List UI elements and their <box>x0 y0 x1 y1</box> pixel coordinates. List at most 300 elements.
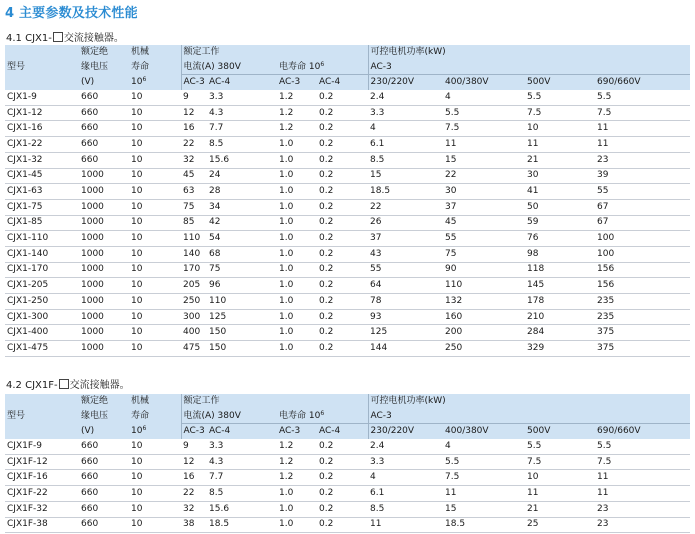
col-elec-ac4: AC-4 <box>319 426 341 437</box>
table-row <box>5 294 690 310</box>
cell-power-230v: 78 <box>368 294 443 310</box>
cell-power-400v: 22 <box>443 168 525 184</box>
cell-insulation-voltage: 1000 <box>79 325 129 341</box>
col-ac4: AC-4 <box>209 426 231 437</box>
col-500v: 500V <box>527 426 551 437</box>
cell-power-690v: 11 <box>595 121 690 137</box>
cell-model: CJX1-12 <box>5 105 79 121</box>
cell-insulation-voltage: 1000 <box>79 199 129 215</box>
cell-mech-life: 10 <box>129 309 181 325</box>
cell-power-400v: 7.5 <box>443 470 525 486</box>
cell-power-230v: 15 <box>368 168 443 184</box>
col-ac3: AC-3 <box>181 75 207 90</box>
cell-power-400v: 4 <box>443 439 525 454</box>
col-230v: 230/220V <box>368 424 443 439</box>
parameters-table-2 <box>5 394 690 533</box>
table-row <box>5 470 690 486</box>
cell-power-230v: 64 <box>368 278 443 294</box>
cell-power-230v: 2.4 <box>368 439 443 454</box>
cell-model: CJX1-140 <box>5 246 79 262</box>
cell-elec-life-ac3: 1.0 <box>277 486 317 502</box>
insulation-header-2: 缘电压 <box>81 410 109 421</box>
cell-elec-life-ac4: 0.2 <box>317 501 368 517</box>
cell-power-500v: 11 <box>525 486 595 502</box>
cell-elec-life-ac4: 0.2 <box>317 137 368 153</box>
cell-power-690v: 100 <box>595 246 690 262</box>
cell-elec-life-ac3: 1.0 <box>277 246 317 262</box>
mech-life-header-2: 寿命 <box>131 61 150 72</box>
cell-mech-life: 10 <box>129 105 181 121</box>
cell-model: CJX1-45 <box>5 168 79 184</box>
cell-model: CJX1F-22 <box>5 486 79 502</box>
cell-power-690v: 156 <box>595 278 690 294</box>
cell-current-ac4: 34 <box>207 199 277 215</box>
cell-power-500v: 210 <box>525 309 595 325</box>
cell-power-230v: 3.3 <box>368 105 443 121</box>
cell-power-500v: 118 <box>525 262 595 278</box>
cell-model: CJX1F-12 <box>5 454 79 470</box>
cell-power-690v: 11 <box>595 486 690 502</box>
cell-insulation-voltage: 660 <box>79 137 129 153</box>
cell-power-230v: 43 <box>368 246 443 262</box>
cell-current-ac3: 9 <box>181 90 207 105</box>
table-row <box>5 246 690 262</box>
cell-power-500v: 30 <box>525 168 595 184</box>
cell-current-ac4: 110 <box>207 294 277 310</box>
cell-mech-life: 10 <box>129 168 181 184</box>
cell-elec-life-ac4: 0.2 <box>317 439 368 454</box>
insulation-unit: (V) <box>81 425 95 436</box>
insulation-unit: (V) <box>81 76 95 87</box>
cell-power-690v: 39 <box>595 168 690 184</box>
cell-elec-life-ac4: 0.2 <box>317 486 368 502</box>
cell-current-ac3: 85 <box>181 215 207 231</box>
cell-insulation-voltage: 660 <box>79 152 129 168</box>
cell-power-400v: 90 <box>443 262 525 278</box>
cell-elec-life-ac4: 0.2 <box>317 294 368 310</box>
cell-power-500v: 50 <box>525 199 595 215</box>
parameters-table-1 <box>5 45 690 357</box>
cell-power-230v: 2.4 <box>368 90 443 105</box>
cell-power-500v: 21 <box>525 501 595 517</box>
col-690v: 690/660V <box>597 77 641 88</box>
cell-power-500v: 11 <box>525 137 595 153</box>
cell-mech-life: 10 <box>129 152 181 168</box>
cell-power-400v: 132 <box>443 294 525 310</box>
cell-elec-life-ac3: 1.2 <box>277 121 317 137</box>
col-400v: 400/380V <box>445 426 489 437</box>
table-row <box>5 137 690 153</box>
section-1-title-prefix: 4.1 CJX1- <box>6 33 52 44</box>
cell-power-400v: 30 <box>443 184 525 200</box>
cell-elec-life-ac4: 0.2 <box>317 152 368 168</box>
table-row <box>5 90 690 105</box>
table-row <box>5 439 690 454</box>
placeholder-box-icon <box>59 379 69 389</box>
cell-power-230v: 8.5 <box>368 152 443 168</box>
cell-current-ac3: 16 <box>181 121 207 137</box>
cell-power-690v: 235 <box>595 309 690 325</box>
elec-life-exponent: 6 <box>320 60 325 68</box>
rated-work-header: 额定工作 <box>181 394 368 409</box>
col-ac3: AC-3 <box>181 424 207 439</box>
insulation-header: 额定绝 <box>81 395 109 406</box>
table-2-body <box>5 439 690 533</box>
cell-current-ac4: 150 <box>207 341 277 357</box>
cell-current-ac3: 170 <box>181 262 207 278</box>
cell-elec-life-ac3: 1.2 <box>277 439 317 454</box>
cell-insulation-voltage: 1000 <box>79 215 129 231</box>
cell-power-690v: 23 <box>595 517 690 533</box>
cell-mech-life: 10 <box>129 121 181 137</box>
ac3-header: AC-3 <box>368 409 690 424</box>
cell-power-230v: 11 <box>368 517 443 533</box>
table-1-body <box>5 90 690 356</box>
cell-power-500v: 10 <box>525 121 595 137</box>
cell-insulation-voltage: 660 <box>79 439 129 454</box>
cell-power-690v: 235 <box>595 294 690 310</box>
cell-elec-life-ac3: 1.0 <box>277 294 317 310</box>
cell-power-230v: 125 <box>368 325 443 341</box>
cell-mech-life: 10 <box>129 90 181 105</box>
cell-current-ac3: 12 <box>181 105 207 121</box>
cell-mech-life: 10 <box>129 184 181 200</box>
cell-current-ac4: 7.7 <box>207 470 277 486</box>
rated-work-header: 额定工作 <box>181 45 368 60</box>
section-1-title-suffix: 交流接触器。 <box>63 33 124 44</box>
cell-current-ac3: 22 <box>181 486 207 502</box>
elec-life-label: 电寿命 10 <box>279 410 321 421</box>
cell-current-ac3: 9 <box>181 439 207 454</box>
power-header: 可控电机功率(kW) <box>368 394 690 409</box>
cell-power-500v: 5.5 <box>525 439 595 454</box>
cell-insulation-voltage: 660 <box>79 486 129 502</box>
cell-model: CJX1-32 <box>5 152 79 168</box>
cell-elec-life-ac4: 0.2 <box>317 325 368 341</box>
cell-elec-life-ac4: 0.2 <box>317 199 368 215</box>
mech-life-base: 10 <box>131 76 143 87</box>
cell-current-ac3: 140 <box>181 246 207 262</box>
cell-model: CJX1-9 <box>5 90 79 105</box>
mech-life-exponent: 6 <box>142 75 147 83</box>
cell-current-ac4: 8.5 <box>207 486 277 502</box>
cell-mech-life: 10 <box>129 439 181 454</box>
cell-power-690v: 7.5 <box>595 105 690 121</box>
elec-life-label: 电寿命 10 <box>279 61 321 72</box>
cell-elec-life-ac4: 0.2 <box>317 278 368 294</box>
cell-power-230v: 26 <box>368 215 443 231</box>
cell-power-400v: 5.5 <box>443 454 525 470</box>
cell-insulation-voltage: 660 <box>79 470 129 486</box>
cell-elec-life-ac4: 0.2 <box>317 246 368 262</box>
cell-elec-life-ac3: 1.2 <box>277 105 317 121</box>
cell-power-230v: 8.5 <box>368 501 443 517</box>
mech-life-unit <box>129 75 181 90</box>
cell-power-230v: 144 <box>368 341 443 357</box>
cell-insulation-voltage: 660 <box>79 121 129 137</box>
cell-power-400v: 11 <box>443 137 525 153</box>
table-row <box>5 501 690 517</box>
cell-power-400v: 4 <box>443 90 525 105</box>
cell-power-500v: 10 <box>525 470 595 486</box>
cell-power-230v: 22 <box>368 199 443 215</box>
mech-life-header: 机械 <box>131 46 150 57</box>
cell-elec-life-ac3: 1.0 <box>277 184 317 200</box>
cell-power-500v: 7.5 <box>525 454 595 470</box>
cell-mech-life: 10 <box>129 294 181 310</box>
table-row <box>5 184 690 200</box>
cell-power-400v: 45 <box>443 215 525 231</box>
cell-model: CJX1-63 <box>5 184 79 200</box>
cell-model: CJX1F-16 <box>5 470 79 486</box>
table-row <box>5 231 690 247</box>
cell-current-ac3: 38 <box>181 517 207 533</box>
cell-current-ac3: 22 <box>181 137 207 153</box>
col-230v: 230/220V <box>368 75 443 90</box>
cell-elec-life-ac3: 1.0 <box>277 168 317 184</box>
cell-model: CJX1-110 <box>5 231 79 247</box>
cell-power-230v: 6.1 <box>368 137 443 153</box>
table-row <box>5 325 690 341</box>
current-header: 电流(A) 380V <box>181 409 277 424</box>
cell-insulation-voltage: 1000 <box>79 184 129 200</box>
cell-power-400v: 15 <box>443 501 525 517</box>
cell-elec-life-ac4: 0.2 <box>317 470 368 486</box>
cell-model: CJX1-400 <box>5 325 79 341</box>
cell-power-400v: 18.5 <box>443 517 525 533</box>
elec-life-header <box>277 60 368 75</box>
table-row <box>5 454 690 470</box>
section-2-title-prefix: 4.2 CJX1F- <box>6 380 58 391</box>
cell-current-ac4: 7.7 <box>207 121 277 137</box>
cell-power-400v: 15 <box>443 152 525 168</box>
ac3-header: AC-3 <box>368 60 690 75</box>
cell-mech-life: 10 <box>129 486 181 502</box>
cell-power-500v: 178 <box>525 294 595 310</box>
cell-current-ac3: 110 <box>181 231 207 247</box>
cell-power-230v: 37 <box>368 231 443 247</box>
cell-power-230v: 55 <box>368 262 443 278</box>
cell-insulation-voltage: 1000 <box>79 231 129 247</box>
cell-model: CJX1-85 <box>5 215 79 231</box>
cell-current-ac3: 32 <box>181 152 207 168</box>
cell-insulation-voltage: 1000 <box>79 246 129 262</box>
cell-current-ac4: 3.3 <box>207 439 277 454</box>
cell-power-690v: 156 <box>595 262 690 278</box>
cell-power-230v: 93 <box>368 309 443 325</box>
cell-power-500v: 329 <box>525 341 595 357</box>
cell-current-ac4: 4.3 <box>207 105 277 121</box>
cell-power-400v: 110 <box>443 278 525 294</box>
cell-elec-life-ac3: 1.2 <box>277 90 317 105</box>
cell-elec-life-ac3: 1.0 <box>277 278 317 294</box>
cell-insulation-voltage: 660 <box>79 105 129 121</box>
cell-current-ac4: 54 <box>207 231 277 247</box>
section-1-title <box>6 29 124 44</box>
cell-current-ac4: 68 <box>207 246 277 262</box>
cell-elec-life-ac3: 1.0 <box>277 341 317 357</box>
cell-mech-life: 10 <box>129 341 181 357</box>
table-row <box>5 309 690 325</box>
cell-insulation-voltage: 660 <box>79 454 129 470</box>
cell-insulation-voltage: 1000 <box>79 278 129 294</box>
cell-elec-life-ac4: 0.2 <box>317 231 368 247</box>
header-row-1 <box>5 394 690 409</box>
cell-mech-life: 10 <box>129 215 181 231</box>
table-row <box>5 262 690 278</box>
table-row <box>5 168 690 184</box>
cell-power-400v: 5.5 <box>443 105 525 121</box>
cell-power-230v: 3.3 <box>368 454 443 470</box>
cell-elec-life-ac4: 0.2 <box>317 90 368 105</box>
cell-power-690v: 375 <box>595 341 690 357</box>
cell-elec-life-ac4: 0.2 <box>317 341 368 357</box>
header-row-2 <box>5 409 690 424</box>
cell-power-500v: 98 <box>525 246 595 262</box>
cell-current-ac4: 42 <box>207 215 277 231</box>
cell-current-ac3: 63 <box>181 184 207 200</box>
cell-elec-life-ac4: 0.2 <box>317 309 368 325</box>
cell-power-500v: 25 <box>525 517 595 533</box>
header-row-3 <box>5 424 690 439</box>
col-690v: 690/660V <box>597 426 641 437</box>
cell-elec-life-ac3: 1.0 <box>277 262 317 278</box>
col-500v: 500V <box>527 77 551 88</box>
cell-power-690v: 67 <box>595 199 690 215</box>
cell-power-690v: 375 <box>595 325 690 341</box>
table-row <box>5 105 690 121</box>
cell-power-500v: 59 <box>525 215 595 231</box>
cell-power-500v: 284 <box>525 325 595 341</box>
cell-elec-life-ac3: 1.0 <box>277 152 317 168</box>
cell-current-ac4: 150 <box>207 325 277 341</box>
cell-elec-life-ac3: 1.0 <box>277 231 317 247</box>
cell-power-400v: 7.5 <box>443 121 525 137</box>
cell-power-690v: 23 <box>595 501 690 517</box>
col-ac4: AC-4 <box>209 77 231 88</box>
col-400v: 400/380V <box>445 77 489 88</box>
cell-power-500v: 5.5 <box>525 90 595 105</box>
cell-elec-life-ac3: 1.2 <box>277 470 317 486</box>
section-2-title <box>6 376 130 391</box>
model-header: 型号 <box>7 61 26 72</box>
cell-current-ac3: 75 <box>181 199 207 215</box>
cell-insulation-voltage: 1000 <box>79 309 129 325</box>
cell-mech-life: 10 <box>129 278 181 294</box>
cell-elec-life-ac3: 1.0 <box>277 137 317 153</box>
elec-life-header <box>277 409 368 424</box>
cell-power-690v: 5.5 <box>595 90 690 105</box>
cell-power-400v: 160 <box>443 309 525 325</box>
cell-power-400v: 200 <box>443 325 525 341</box>
cell-elec-life-ac3: 1.0 <box>277 501 317 517</box>
cell-model: CJX1F-38 <box>5 517 79 533</box>
current-header: 电流(A) 380V <box>181 60 277 75</box>
model-header: 型号 <box>7 410 26 421</box>
cell-elec-life-ac4: 0.2 <box>317 168 368 184</box>
cell-mech-life: 10 <box>129 517 181 533</box>
cell-mech-life: 10 <box>129 137 181 153</box>
insulation-header: 额定绝 <box>81 46 109 57</box>
cell-elec-life-ac4: 0.2 <box>317 454 368 470</box>
cell-power-400v: 75 <box>443 246 525 262</box>
mech-life-header-2: 寿命 <box>131 410 150 421</box>
cell-current-ac4: 3.3 <box>207 90 277 105</box>
cell-current-ac3: 250 <box>181 294 207 310</box>
cell-current-ac4: 75 <box>207 262 277 278</box>
cell-elec-life-ac3: 1.0 <box>277 309 317 325</box>
cell-mech-life: 10 <box>129 454 181 470</box>
cell-current-ac4: 28 <box>207 184 277 200</box>
cell-power-690v: 11 <box>595 137 690 153</box>
cell-power-690v: 7.5 <box>595 454 690 470</box>
mech-life-base: 10 <box>131 425 143 436</box>
cell-mech-life: 10 <box>129 199 181 215</box>
cell-power-690v: 67 <box>595 215 690 231</box>
cell-power-230v: 6.1 <box>368 486 443 502</box>
cell-power-690v: 100 <box>595 231 690 247</box>
cell-power-690v: 23 <box>595 152 690 168</box>
cell-power-400v: 11 <box>443 486 525 502</box>
cell-elec-life-ac4: 0.2 <box>317 105 368 121</box>
cell-power-230v: 18.5 <box>368 184 443 200</box>
cell-model: CJX1-170 <box>5 262 79 278</box>
cell-current-ac3: 475 <box>181 341 207 357</box>
cell-current-ac3: 300 <box>181 309 207 325</box>
cell-mech-life: 10 <box>129 231 181 247</box>
cell-elec-life-ac4: 0.2 <box>317 184 368 200</box>
cell-mech-life: 10 <box>129 262 181 278</box>
cell-elec-life-ac4: 0.2 <box>317 215 368 231</box>
cell-insulation-voltage: 1000 <box>79 294 129 310</box>
cell-power-400v: 37 <box>443 199 525 215</box>
cell-model: CJX1F-32 <box>5 501 79 517</box>
col-elec-ac4: AC-4 <box>319 77 341 88</box>
cell-insulation-voltage: 1000 <box>79 341 129 357</box>
cell-power-690v: 5.5 <box>595 439 690 454</box>
table-row <box>5 486 690 502</box>
cell-current-ac4: 8.5 <box>207 137 277 153</box>
cell-model: CJX1-475 <box>5 341 79 357</box>
cell-power-500v: 76 <box>525 231 595 247</box>
cell-current-ac3: 32 <box>181 501 207 517</box>
cell-power-230v: 4 <box>368 121 443 137</box>
elec-life-exponent: 6 <box>320 409 325 417</box>
table-row <box>5 199 690 215</box>
cell-current-ac4: 24 <box>207 168 277 184</box>
cell-model: CJX1-300 <box>5 309 79 325</box>
cell-current-ac3: 205 <box>181 278 207 294</box>
insulation-header-2: 缘电压 <box>81 61 109 72</box>
table-row <box>5 215 690 231</box>
cell-power-500v: 145 <box>525 278 595 294</box>
cell-current-ac4: 15.6 <box>207 501 277 517</box>
cell-current-ac3: 16 <box>181 470 207 486</box>
cell-elec-life-ac3: 1.0 <box>277 517 317 533</box>
cell-elec-life-ac4: 0.2 <box>317 517 368 533</box>
cell-insulation-voltage: 660 <box>79 90 129 105</box>
cell-elec-life-ac3: 1.2 <box>277 454 317 470</box>
cell-power-500v: 41 <box>525 184 595 200</box>
cell-mech-life: 10 <box>129 501 181 517</box>
placeholder-box-icon <box>53 32 63 42</box>
table-row <box>5 517 690 533</box>
header-row-2 <box>5 60 690 75</box>
table-row <box>5 152 690 168</box>
cell-power-400v: 250 <box>443 341 525 357</box>
cell-power-230v: 4 <box>368 470 443 486</box>
cell-power-500v: 21 <box>525 152 595 168</box>
